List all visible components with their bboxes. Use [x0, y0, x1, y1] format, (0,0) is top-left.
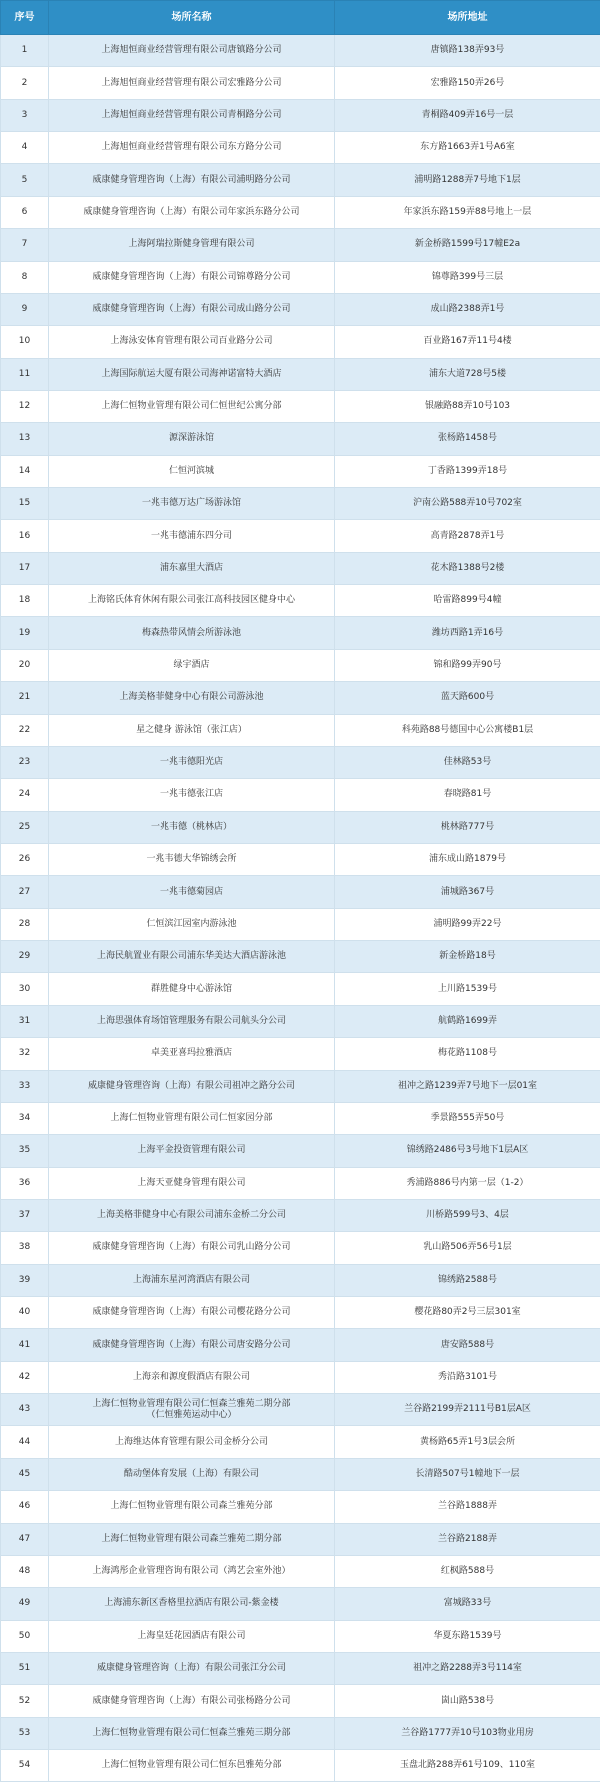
- venue-address: 兰谷路2199弄2111号B1层A区: [335, 1394, 600, 1426]
- table-row: [1, 1135, 600, 1167]
- venue-address: 浦东大道728号5楼: [335, 358, 600, 390]
- venue-name-line: （仁恒雅苑运动中心）: [146, 1409, 237, 1420]
- row-index: 19: [1, 617, 49, 649]
- venue-address: 青桐路409弄16号一层: [335, 99, 600, 131]
- venue-address: 唐安路588号: [335, 1329, 600, 1361]
- table-row: [1, 1458, 600, 1490]
- row-index: 17: [1, 552, 49, 584]
- venue-address: 唐镇路138弄93号: [335, 35, 600, 67]
- venue-address: 新金桥路18号: [335, 941, 600, 973]
- venue-address: 秀沿路3101号: [335, 1361, 600, 1393]
- table-row: [1, 973, 600, 1005]
- venue-address: 浦城路367号: [335, 876, 600, 908]
- row-index: 53: [1, 1717, 49, 1749]
- header-venue-address: 场所地址: [335, 1, 600, 35]
- table-row: [1, 1426, 600, 1458]
- venue-name: 上海鸿彤企业管理咨询有限公司（鸿艺会室外池）: [49, 1555, 335, 1587]
- row-index: 42: [1, 1361, 49, 1393]
- row-index: 40: [1, 1297, 49, 1329]
- row-index: 27: [1, 876, 49, 908]
- venue-address: 乳山路506弄56号1层: [335, 1232, 600, 1264]
- venue-address: 锦绣路2588号: [335, 1264, 600, 1296]
- table-row: [1, 1491, 600, 1523]
- venue-name: 一兆韦德菊园店: [49, 876, 335, 908]
- venue-name: 上海亲和源度假酒店有限公司: [49, 1361, 335, 1393]
- row-index: 48: [1, 1555, 49, 1587]
- table-row: [1, 293, 600, 325]
- venue-address: 哈雷路899号4幢: [335, 585, 600, 617]
- venue-name: 上海泳安体育管理有限公司百业路分公司: [49, 326, 335, 358]
- row-index: 24: [1, 779, 49, 811]
- row-index: 1: [1, 35, 49, 67]
- venue-address: 高青路2878弄1号: [335, 520, 600, 552]
- table-body: [1, 35, 600, 1782]
- table-row: [1, 1070, 600, 1102]
- venue-name: 上海铭氏体育休闲有限公司张江高科技园区健身中心: [49, 585, 335, 617]
- table-row: [1, 617, 600, 649]
- table-row: [1, 67, 600, 99]
- venue-name: 威康健身管理咨询（上海）有限公司年家浜东路分公司: [49, 196, 335, 228]
- venue-address: 锦尊路399号三层: [335, 261, 600, 293]
- table-row: [1, 1652, 600, 1684]
- venue-address: 富城路33号: [335, 1588, 600, 1620]
- row-index: 54: [1, 1750, 49, 1782]
- venue-name: 酷动堡体育发展（上海）有限公司: [49, 1458, 335, 1490]
- row-index: 35: [1, 1135, 49, 1167]
- row-index: 33: [1, 1070, 49, 1102]
- venue-address: 成山路2388弄1号: [335, 293, 600, 325]
- table-row: [1, 1005, 600, 1037]
- venue-name: 一兆韦德浦东四分司: [49, 520, 335, 552]
- table-row: [1, 1167, 600, 1199]
- row-index: 23: [1, 746, 49, 778]
- row-index: 22: [1, 714, 49, 746]
- venue-address: 丁香路1399弄18号: [335, 455, 600, 487]
- row-index: 38: [1, 1232, 49, 1264]
- row-index: 20: [1, 649, 49, 681]
- venue-name: 上海阿瑞拉斯健身管理有限公司: [49, 229, 335, 261]
- venue-address: 祖冲之路1239弄7号地下一层01室: [335, 1070, 600, 1102]
- table-row: [1, 1750, 600, 1782]
- venue-name: 梅森热带风情会所游泳池: [49, 617, 335, 649]
- table-row: [1, 1555, 600, 1587]
- venue-address: 梅花路1108号: [335, 1038, 600, 1070]
- row-index: 37: [1, 1199, 49, 1231]
- venue-address: 樱花路80弄2号三层301室: [335, 1297, 600, 1329]
- venue-address: 锦绣路2486号3号地下1层A区: [335, 1135, 600, 1167]
- row-index: 29: [1, 941, 49, 973]
- row-index: 2: [1, 67, 49, 99]
- table-row: [1, 132, 600, 164]
- venue-name: 星之健身 游泳馆（张江店）: [49, 714, 335, 746]
- row-index: 16: [1, 520, 49, 552]
- venue-address: 潍坊西路1弄16号: [335, 617, 600, 649]
- table-row: [1, 941, 600, 973]
- row-index: 11: [1, 358, 49, 390]
- row-index: 13: [1, 423, 49, 455]
- venue-address: 宏雅路150弄26号: [335, 67, 600, 99]
- table-row: [1, 1264, 600, 1296]
- table-row: [1, 1523, 600, 1555]
- table-row: [1, 390, 600, 422]
- venue-address: 玉盘北路288弄61号109、110室: [335, 1750, 600, 1782]
- row-index: 6: [1, 196, 49, 228]
- venue-name: 仁恒滨江园室内游泳池: [49, 908, 335, 940]
- row-index: 36: [1, 1167, 49, 1199]
- venue-name: 一兆韦德张江店: [49, 779, 335, 811]
- row-index: 12: [1, 390, 49, 422]
- venue-address: 航鹤路1699弄: [335, 1005, 600, 1037]
- table-row: [1, 1038, 600, 1070]
- venue-address: 浦东成山路1879号: [335, 843, 600, 875]
- venue-name: 上海仁恒物业管理有限公司仁恒世纪公寓分部: [49, 390, 335, 422]
- venue-name: 上海浦东星河湾酒店有限公司: [49, 1264, 335, 1296]
- row-index: 45: [1, 1458, 49, 1490]
- row-index: 28: [1, 908, 49, 940]
- row-index: 30: [1, 973, 49, 1005]
- venue-name: 上海维达体育管理有限公司金桥分公司: [49, 1426, 335, 1458]
- row-index: 21: [1, 682, 49, 714]
- table-row: [1, 229, 600, 261]
- venue-address: 东方路1663弄1号A6室: [335, 132, 600, 164]
- row-index: 9: [1, 293, 49, 325]
- row-index: 32: [1, 1038, 49, 1070]
- table-row: [1, 1199, 600, 1231]
- venue-name: 一兆韦德万达广场游泳馆: [49, 488, 335, 520]
- venue-name: 威康健身管理咨询（上海）有限公司浦明路分公司: [49, 164, 335, 196]
- venue-address: 沪南公路588弄10号702室: [335, 488, 600, 520]
- venue-address: 浦明路99弄22号: [335, 908, 600, 940]
- venue-name: 上海仁恒物业管理有限公司仁恒东邑雅苑分部: [49, 1750, 335, 1782]
- row-index: 18: [1, 585, 49, 617]
- venue-address: 银融路88弄10号103: [335, 390, 600, 422]
- row-index: 52: [1, 1685, 49, 1717]
- venue-address: 浦明路1288弄7号地下1层: [335, 164, 600, 196]
- venue-name: 威康健身管理咨询（上海）有限公司唐安路分公司: [49, 1329, 335, 1361]
- row-index: 5: [1, 164, 49, 196]
- venue-address: 上川路1539号: [335, 973, 600, 1005]
- row-index: 8: [1, 261, 49, 293]
- table-header: [1, 1, 600, 35]
- venue-name: 源深游泳馆: [49, 423, 335, 455]
- venue-name: 一兆韦德大华锦绣会所: [49, 843, 335, 875]
- table-row: [1, 99, 600, 131]
- venue-name: 威康健身管理咨询（上海）有限公司乳山路分公司: [49, 1232, 335, 1264]
- venue-name: [49, 1394, 335, 1426]
- venue-name: 威康健身管理咨询（上海）有限公司樱花路分公司: [49, 1297, 335, 1329]
- table-row: [1, 1232, 600, 1264]
- row-index: 34: [1, 1102, 49, 1134]
- venue-address: 华夏东路1539号: [335, 1620, 600, 1652]
- venue-name: 上海仁恒物业管理有限公司森兰雅苑二期分部: [49, 1523, 335, 1555]
- venue-name: 上海仁恒物业管理有限公司仁恒家园分部: [49, 1102, 335, 1134]
- venue-address: 祖冲之路2288弄3号114室: [335, 1652, 600, 1684]
- venue-address: 长清路507号1幢地下一层: [335, 1458, 600, 1490]
- row-index: 50: [1, 1620, 49, 1652]
- table-row: [1, 520, 600, 552]
- table-row: [1, 649, 600, 681]
- table-row: [1, 811, 600, 843]
- table-row: [1, 164, 600, 196]
- row-index: 7: [1, 229, 49, 261]
- venue-name: 浦东嘉里大酒店: [49, 552, 335, 584]
- venue-name: 威康健身管理咨询（上海）有限公司张杨路分公司: [49, 1685, 335, 1717]
- venue-name: 绿宇酒店: [49, 649, 335, 681]
- venue-address: 兰谷路1777弄10号103物业用房: [335, 1717, 600, 1749]
- header-index: 序号: [1, 1, 49, 35]
- table-row: [1, 1329, 600, 1361]
- venue-name: 威康健身管理咨询（上海）有限公司成山路分公司: [49, 293, 335, 325]
- table-row: [1, 682, 600, 714]
- venue-address: 新金桥路1599号17幢E2a: [335, 229, 600, 261]
- table-row: [1, 1717, 600, 1749]
- venue-name: 上海天亚健身管理有限公司: [49, 1167, 335, 1199]
- table-row: [1, 326, 600, 358]
- venue-name: 上海国际航运大厦有限公司海神诺富特大酒店: [49, 358, 335, 390]
- row-index: 3: [1, 99, 49, 131]
- venue-name: 上海平金投资管理有限公司: [49, 1135, 335, 1167]
- venue-address: 百业路167弄11号4楼: [335, 326, 600, 358]
- row-index: 47: [1, 1523, 49, 1555]
- table-row: [1, 1102, 600, 1134]
- table-row: [1, 1297, 600, 1329]
- table-row: [1, 585, 600, 617]
- venue-name: 上海浦东新区香格里拉酒店有限公司-紫金楼: [49, 1588, 335, 1620]
- venue-address: 崮山路538号: [335, 1685, 600, 1717]
- venue-address: 黄杨路65弄1号3层会所: [335, 1426, 600, 1458]
- venue-name: 威康健身管理咨询（上海）有限公司祖冲之路分公司: [49, 1070, 335, 1102]
- row-index: 51: [1, 1652, 49, 1684]
- row-index: 4: [1, 132, 49, 164]
- venue-name: 上海旭恒商业经营管理有限公司东方路分公司: [49, 132, 335, 164]
- row-index: 41: [1, 1329, 49, 1361]
- table-row: [1, 1588, 600, 1620]
- venue-name: 上海旭恒商业经营管理有限公司唐镇路分公司: [49, 35, 335, 67]
- venue-address: 秀浦路886号内第一层（1-2）: [335, 1167, 600, 1199]
- row-index: 14: [1, 455, 49, 487]
- venue-name: 仁恒河滨城: [49, 455, 335, 487]
- table-row: [1, 1394, 600, 1426]
- venue-address: 花木路1388号2楼: [335, 552, 600, 584]
- venue-name: 上海美格菲健身中心有限公司浦东金桥二分公司: [49, 1199, 335, 1231]
- venue-address: 春晓路81号: [335, 779, 600, 811]
- venue-name: 卓美亚喜玛拉雅酒店: [49, 1038, 335, 1070]
- table-row: [1, 908, 600, 940]
- row-index: 10: [1, 326, 49, 358]
- venue-address: 科苑路88号德国中心公寓楼B1层: [335, 714, 600, 746]
- venue-address: 蓝天路600号: [335, 682, 600, 714]
- venue-name: 一兆韦德（桃林店）: [49, 811, 335, 843]
- table-row: [1, 714, 600, 746]
- row-index: 44: [1, 1426, 49, 1458]
- table-row: [1, 423, 600, 455]
- table-row: [1, 488, 600, 520]
- venue-address: 锦和路99弄90号: [335, 649, 600, 681]
- venue-name: 上海美格菲健身中心有限公司游泳池: [49, 682, 335, 714]
- header-venue-name: 场所名称: [49, 1, 335, 35]
- table-row: [1, 876, 600, 908]
- row-index: 25: [1, 811, 49, 843]
- row-index: 49: [1, 1588, 49, 1620]
- venue-address: 年家浜东路159弄88号地上一层: [335, 196, 600, 228]
- table-row: [1, 1620, 600, 1652]
- table-row: [1, 552, 600, 584]
- row-index: 39: [1, 1264, 49, 1296]
- venue-name: 威康健身管理咨询（上海）有限公司锦尊路分公司: [49, 261, 335, 293]
- venue-name: 上海仁恒物业管理有限公司仁恒森兰雅苑三期分部: [49, 1717, 335, 1749]
- venue-name: 威康健身管理咨询（上海）有限公司张江分公司: [49, 1652, 335, 1684]
- row-index: 15: [1, 488, 49, 520]
- venue-address: 桃林路777号: [335, 811, 600, 843]
- venue-name: 上海民航置业有限公司浦东华美达大酒店游泳池: [49, 941, 335, 973]
- row-index: 46: [1, 1491, 49, 1523]
- table-row: [1, 746, 600, 778]
- table-row: [1, 196, 600, 228]
- venue-address: 季景路555弄50号: [335, 1102, 600, 1134]
- venue-name: 上海旭恒商业经营管理有限公司宏雅路分公司: [49, 67, 335, 99]
- venue-address: 张杨路1458号: [335, 423, 600, 455]
- table-row: [1, 1685, 600, 1717]
- venue-address: 川桥路599号3、4层: [335, 1199, 600, 1231]
- table-row: [1, 358, 600, 390]
- venue-address: 兰谷路1888弄: [335, 1491, 600, 1523]
- row-index: 43: [1, 1394, 49, 1426]
- venue-address: 佳林路53号: [335, 746, 600, 778]
- row-index: 31: [1, 1005, 49, 1037]
- table-row: [1, 843, 600, 875]
- venue-name: 一兆韦德阳光店: [49, 746, 335, 778]
- table-row: [1, 779, 600, 811]
- row-index: 26: [1, 843, 49, 875]
- table-row: [1, 261, 600, 293]
- venue-address: 兰谷路2188弄: [335, 1523, 600, 1555]
- table-row: [1, 35, 600, 67]
- venue-name: 上海旭恒商业经营管理有限公司青桐路分公司: [49, 99, 335, 131]
- venue-name: 上海皇廷花园酒店有限公司: [49, 1620, 335, 1652]
- venue-name-line: 上海仁恒物业管理有限公司仁恒森兰雅苑二期分部: [92, 1398, 291, 1409]
- table-row: [1, 455, 600, 487]
- venue-name: 群胜健身中心游泳馆: [49, 973, 335, 1005]
- table-row: [1, 1361, 600, 1393]
- venue-name: 上海思强体育场馆管理服务有限公司航头分公司: [49, 1005, 335, 1037]
- header-row: [1, 1, 600, 35]
- venue-address: 红枫路588号: [335, 1555, 600, 1587]
- venue-name: 上海仁恒物业管理有限公司森兰雅苑分部: [49, 1491, 335, 1523]
